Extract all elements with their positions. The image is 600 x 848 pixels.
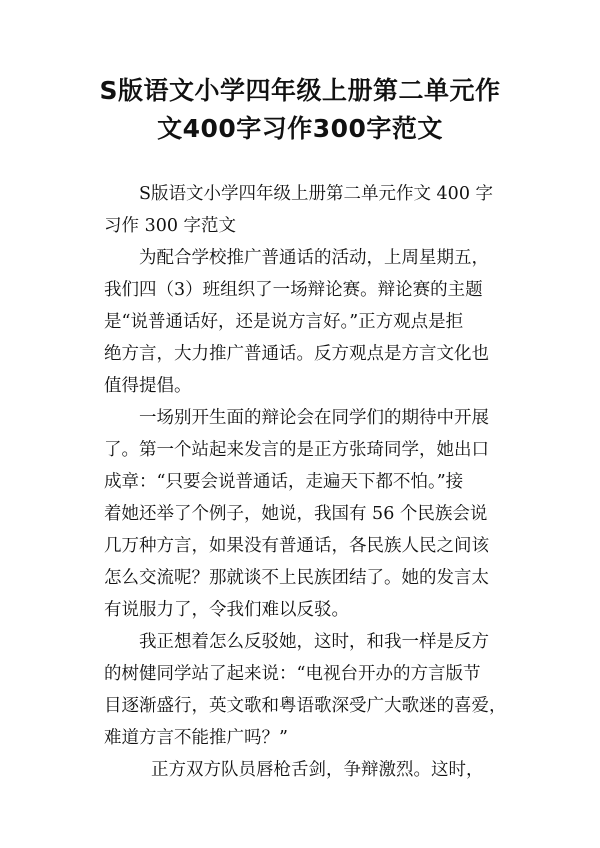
text-line: 了。第一个站起来发言的是正方张琦同学，她出口	[104, 440, 489, 460]
text-line: 难道方言不能推广吗？”	[104, 728, 288, 748]
text-line: 有说服力了，令我们难以反驳。	[104, 600, 349, 620]
text-line: 我正想着怎么反驳她，这时，和我一样是反方	[139, 632, 489, 652]
text-line: 绝方言，大力推广普通话。反方观点是方言文化也	[104, 344, 489, 364]
text-line: 是“说普通话好，还是说方言好。”正方观点是拒	[104, 312, 464, 332]
text-line: 一场别开生面的辩论会在同学们的期待中开展	[139, 408, 489, 428]
text-line: 的树健同学站了起来说：“电视台开办的方言版节	[104, 664, 481, 684]
text-line: S版语文小学四年级上册第二单元作文 400 字	[139, 184, 494, 204]
paragraph	[104, 402, 524, 626]
text-line: 正方双方队员唇枪舌剑，争辩激烈。这时，	[151, 760, 484, 780]
paragraph	[104, 242, 524, 402]
document-body	[104, 178, 524, 786]
title-line: 文400字习作300字范文	[157, 114, 443, 143]
text-line: 几万种方言，如果没有普通话，各民族人民之间该	[104, 536, 489, 556]
text-line: 怎么交流呢？那就谈不上民族团结了。她的发言太	[104, 568, 489, 588]
text-line: 目逐渐盛行，英文歌和粤语歌深受广大歌迷的喜爱，	[104, 696, 507, 716]
text-line: 为配合学校推广普通话的活动，上周星期五，	[139, 248, 489, 268]
text-line: 着她还举了个例子，她说，我国有 56 个民族会说	[104, 504, 488, 524]
text-line: 我们四（3）班组织了一场辩论赛。辩论赛的主题	[104, 280, 483, 300]
paragraph	[104, 178, 524, 242]
text-line: 成章：“只要会说普通话，走遍天下都不怕。”接	[104, 472, 464, 492]
text-line: 习作 300 字范文	[104, 216, 237, 236]
paragraph	[104, 754, 524, 786]
document-title	[60, 72, 540, 148]
title-line: S版语文小学四年级上册第二单元作	[99, 76, 501, 105]
paragraph	[104, 626, 524, 754]
text-line: 值得提倡。	[104, 376, 192, 396]
